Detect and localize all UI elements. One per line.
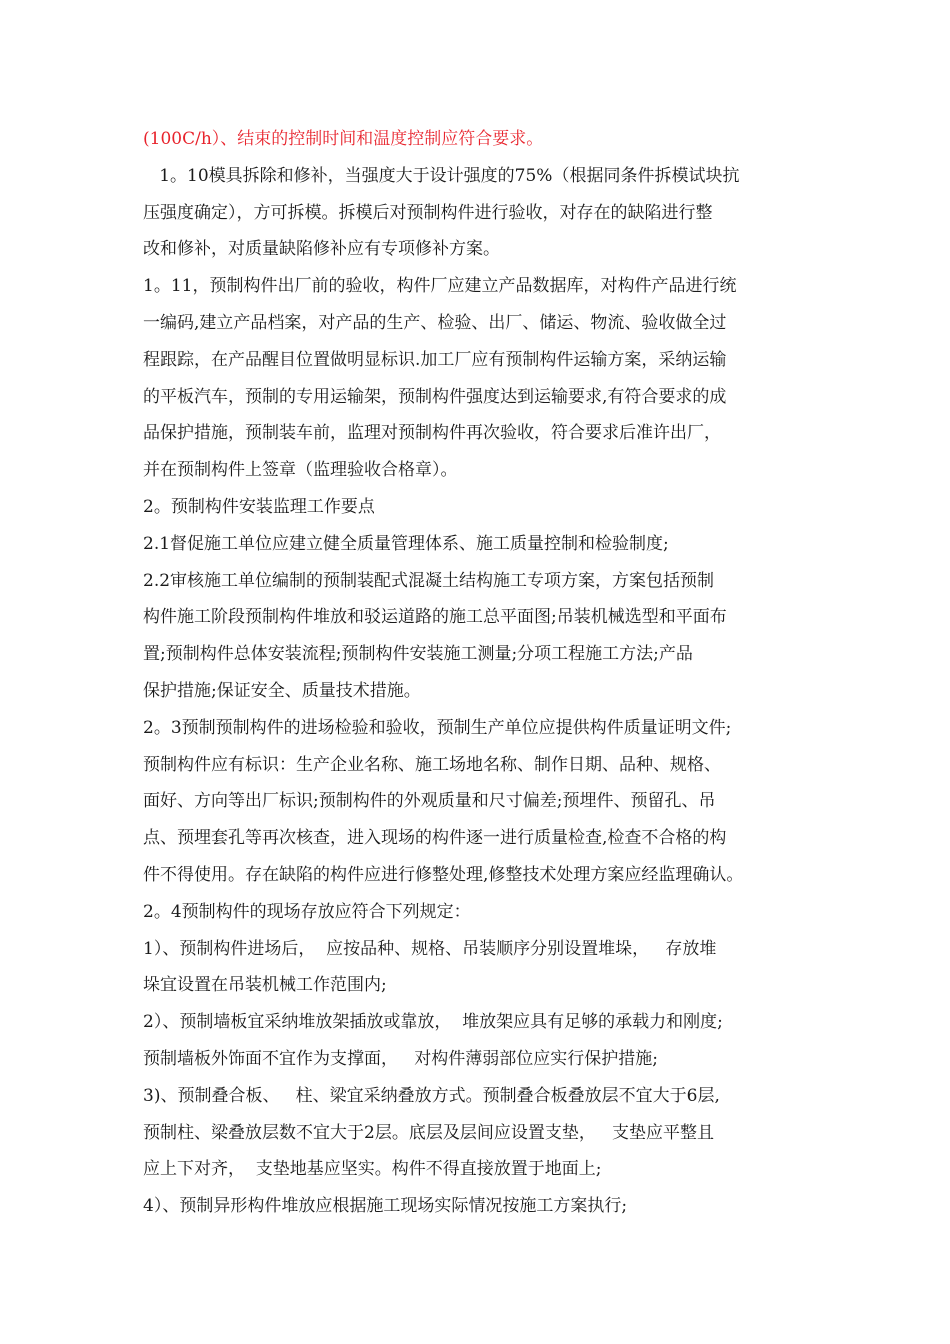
text-line-7: 程跟踪，在产品醒目位置做明显标识.加工厂应有预制构件运输方案，采纳运输 <box>143 349 727 370</box>
text-line-30: 4）、预制异形构件堆放应根据施工现场实际情况按施工方案执行; <box>143 1196 628 1217</box>
text-line-16: 保护措施;保证安全、质量技术措施。 <box>143 680 421 701</box>
text-line-9: 品保护措施，预制装车前，监理对预制构件再次验收，符合要求后准许出厂， <box>143 423 721 444</box>
text-line-24: 垛宜设置在吊装机械工作范围内; <box>143 975 387 996</box>
text-line-26: 预制墙板外饰面不宜作为支撑面， 对构件薄弱部位应实行保护措施; <box>143 1048 658 1069</box>
text-line-13: 2.2审核施工单位编制的预制装配式混凝土结构施工专项方案，方案包括预制 <box>143 570 715 591</box>
text-line-28: 预制柱、梁叠放层数不宜大于2层。底层及层间应设置支垫， 支垫应平整且 <box>143 1122 715 1143</box>
text-line-20: 点、预埋套孔等再次核查，进入现场的构件逐一进行质量检查,检查不合格的构 <box>143 828 727 849</box>
text-line-5: 1。11，预制构件出厂前的验收，构件厂应建立产品数据库，对构件产品进行统 <box>143 276 737 297</box>
text-line-8: 的平板汽车，预制的专用运输架，预制构件强度达到运输要求,有符合要求的成 <box>143 386 727 407</box>
text-line-17: 2。3预制预制构件的进场检验和验收，预制生产单位应提供构件质量证明文件; <box>143 717 732 738</box>
text-line-2: 1。10模具拆除和修补，当强度大于设计强度的75%（根据同条件拆模试块抗 <box>143 165 740 186</box>
text-line-1: (100C/h）、结束的控制时间和温度控制应符合要求。 <box>143 129 544 149</box>
text-line-27: 3)、预制叠合板、 柱、梁宜采纳叠放方式。预制叠合板叠放层不宜大于6层, <box>143 1085 720 1106</box>
text-line-18: 预制构件应有标识：生产企业名称、施工场地名称、制作日期、品种、规格、 <box>143 754 721 775</box>
text-line-19: 面好、方向等出厂标识;预制构件的外观质量和尺寸偏差;预埋件、预留孔、吊 <box>143 791 716 812</box>
text-line-22: 2。4预制构件的现场存放应符合下列规定： <box>143 901 471 922</box>
text-line-14: 构件施工阶段预制构件堆放和驳运道路的施工总平面图;吊装机械选型和平面布 <box>143 607 727 628</box>
text-line-15: 置;预制构件总体安装流程;预制构件安装施工测量;分项工程施工方法;产品 <box>143 644 693 665</box>
text-line-29: 应上下对齐， 支垫地基应坚实。构件不得直接放置于地面上; <box>143 1159 602 1180</box>
text-line-3: 压强度确定），方可拆模。拆模后对预制构件进行验收，对存在的缺陷进行整 <box>143 202 713 223</box>
text-line-6: 一编码,建立产品档案，对产品的生产、检验、出厂、储运、物流、验收做全过 <box>143 312 727 333</box>
text-line-25: 2）、预制墙板宜采纳堆放架插放或靠放， 堆放架应具有足够的承载力和刚度; <box>143 1012 723 1033</box>
text-line-21: 件不得使用。存在缺陷的构件应进行修整处理,修整技术处理方案应经监理确认。 <box>143 864 744 885</box>
text-line-23: 1）、预制构件进场后， 应按品种、规格、吊装顺序分别设置堆垛， 存放堆 <box>143 938 717 959</box>
text-line-12: 2.1督促施工单位应建立健全质量管理体系、施工质量控制和检验制度; <box>143 533 669 554</box>
text-line-4: 改和修补，对质量缺陷修补应有专项修补方案。 <box>143 239 500 260</box>
document-body <box>143 121 823 1225</box>
text-line-10: 并在预制构件上签章（监理验收合格章）。 <box>143 460 458 481</box>
section-heading: 2。预制构件安装监理工作要点 <box>143 496 375 517</box>
